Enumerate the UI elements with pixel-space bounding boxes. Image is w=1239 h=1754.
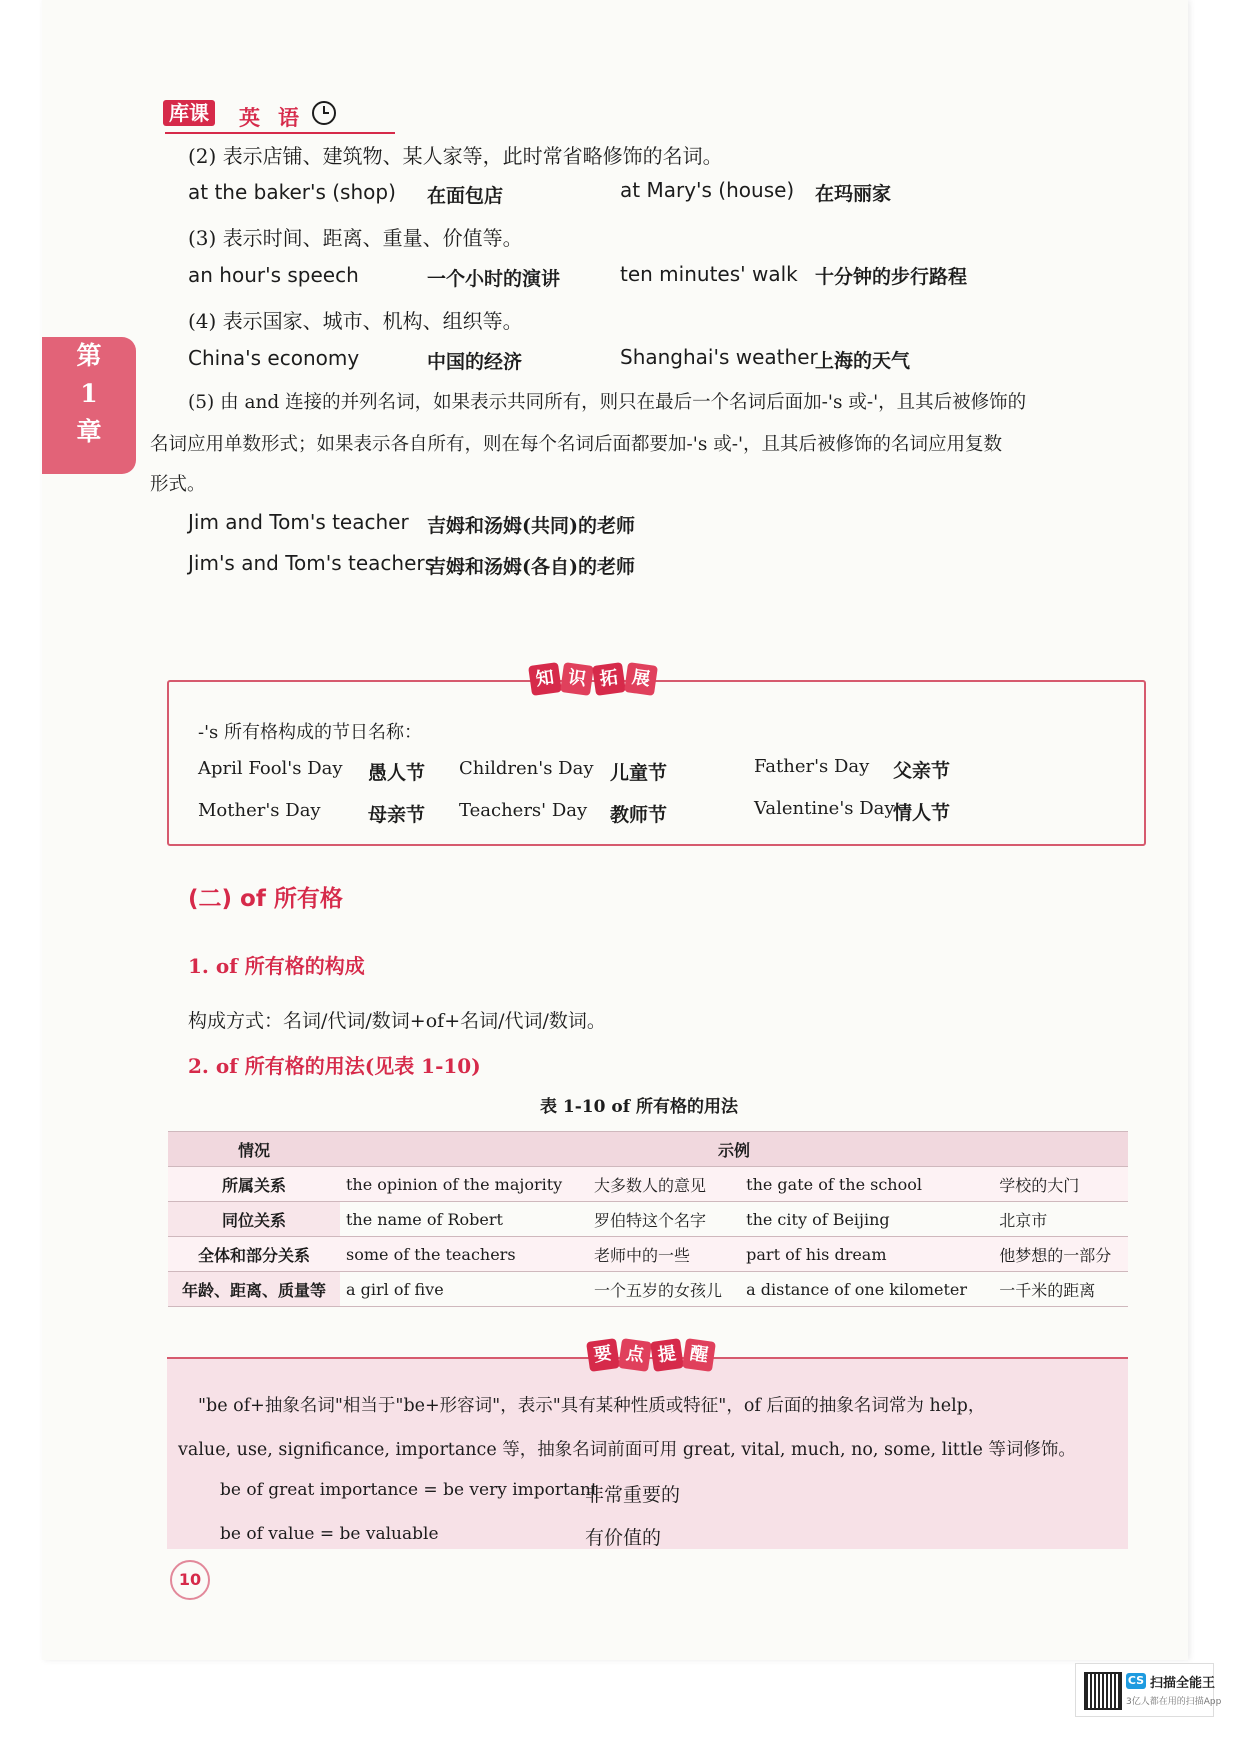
table-cell: 一个五岁的女孩儿 <box>588 1272 740 1307</box>
table-row <box>168 1272 1128 1307</box>
table-cell: 他梦想的一部分 <box>993 1237 1128 1272</box>
table-cell: 大多数人的意见 <box>588 1167 740 1202</box>
holiday-en: Children's Day <box>459 758 594 779</box>
header-rule <box>165 132 395 134</box>
example-en: at the baker's (shop) <box>188 180 396 204</box>
example-cn: 在面包店 <box>427 185 504 207</box>
example-en: Shanghai's weather <box>620 345 818 369</box>
clock-icon <box>309 98 339 128</box>
chapter-label-end: 章 <box>76 417 102 446</box>
tip-example-en: be of great importance = be very important <box>220 1480 598 1500</box>
holiday-cn: 儿童节 <box>610 762 668 784</box>
item-5-line3: 形式。 <box>150 474 206 495</box>
example-en: at Mary's (house) <box>620 178 795 202</box>
badge-char: 拓 <box>592 662 626 696</box>
holiday-cn: 情人节 <box>893 802 951 824</box>
badge-char: 知 <box>528 662 562 696</box>
table-row <box>168 1167 1128 1202</box>
tip-line1: "be of+抽象名词"相当于"be+形容词"，表示"具有某种性质或特征"，of 后面的抽象名词常为 help， <box>198 1396 986 1416</box>
formula-text: 构成方式：名词/代词/数词+of+名词/代词/数词。 <box>188 1010 606 1032</box>
table-header: 示例 <box>340 1132 1128 1167</box>
table-cell: the name of Robert <box>340 1202 588 1237</box>
page-number: 10 <box>170 1560 210 1600</box>
item-5-line2: 名词应用单数形式；如果表示各自所有，则在每个名词后面都要加-'s 或-'，且其后被修饰的名词应用复数 <box>150 434 1003 455</box>
badge-char: 要 <box>586 1338 620 1372</box>
table-cell: the gate of the school <box>740 1167 993 1202</box>
table-row <box>168 1237 1128 1272</box>
table-cell: some of the teachers <box>340 1237 588 1272</box>
tip-example-cn: 非常重要的 <box>585 1484 681 1506</box>
watermark-name: 扫描全能王 <box>1150 1676 1216 1691</box>
holiday-en: Mother's Day <box>198 800 321 821</box>
usage-table <box>168 1131 1128 1307</box>
item-4: (4) 表示国家、城市、机构、组织等。 <box>188 309 523 333</box>
table-cell: 罗伯特这个名字 <box>588 1202 740 1237</box>
holiday-intro: -'s 所有格构成的节日名称： <box>198 722 422 743</box>
holiday-cn: 母亲节 <box>368 804 426 826</box>
table-header-row <box>168 1132 1128 1167</box>
item-3: (3) 表示时间、距离、重量、价值等。 <box>188 226 523 250</box>
qr-code-icon <box>1084 1672 1122 1710</box>
tip-example-cn: 有价值的 <box>585 1527 662 1549</box>
table-cell: the city of Beijing <box>740 1202 993 1237</box>
example-cn: 上海的天气 <box>815 350 911 372</box>
holiday-en: Teachers' Day <box>459 800 588 821</box>
holiday-cn: 愚人节 <box>368 762 426 784</box>
table-cell: a distance of one kilometer <box>740 1272 993 1307</box>
badge-char: 点 <box>618 1338 652 1372</box>
chapter-label: 第 <box>76 341 102 370</box>
holiday-en: Valentine's Day <box>754 798 895 819</box>
chapter-number: 1 <box>80 379 98 408</box>
table-cell: the opinion of the majority <box>340 1167 588 1202</box>
table-cell: 全体和部分关系 <box>168 1237 340 1272</box>
holiday-en: April Fool's Day <box>198 758 343 779</box>
badge-char: 识 <box>560 662 594 696</box>
subsection-heading: 1. of 所有格的构成 <box>188 954 365 978</box>
example-en: Jim's and Tom's teachers <box>188 551 436 575</box>
example-cn: 吉姆和汤姆(各自)的老师 <box>427 556 635 578</box>
scanner-watermark <box>1075 1663 1222 1717</box>
table-row <box>168 1202 1128 1237</box>
holiday-cn: 父亲节 <box>893 760 951 782</box>
watermark-subtitle: 3亿人都在用的扫描App <box>1126 1697 1222 1707</box>
table-header: 情况 <box>168 1132 340 1167</box>
table-cell: 同位关系 <box>168 1202 340 1237</box>
example-cn: 吉姆和汤姆(共同)的老师 <box>427 515 635 537</box>
section-heading: (二) of 所有格 <box>188 886 343 912</box>
example-cn: 一个小时的演讲 <box>427 268 561 290</box>
tip-example-en: be of value = be valuable <box>220 1524 439 1544</box>
table-cell: 一千米的距离 <box>993 1272 1128 1307</box>
table-cell: 年龄、距离、质量等 <box>168 1272 340 1307</box>
example-cn: 在玛丽家 <box>815 183 892 205</box>
table-cell: 北京市 <box>993 1202 1128 1237</box>
table-caption: 表 1-10 of 所有格的用法 <box>540 1097 738 1117</box>
badge-char: 醒 <box>682 1338 716 1372</box>
chapter-tab <box>42 337 136 474</box>
camscanner-logo-icon: CS <box>1127 1674 1145 1687</box>
knowledge-badge <box>530 664 656 694</box>
table-cell: 学校的大门 <box>993 1167 1128 1202</box>
example-en: China's economy <box>188 346 360 370</box>
key-point-badge <box>588 1340 714 1370</box>
table-cell: a girl of five <box>340 1272 588 1307</box>
example-cn: 中国的经济 <box>427 351 523 373</box>
table-cell: 老师中的一些 <box>588 1237 740 1272</box>
example-en: an hour's speech <box>188 263 359 287</box>
item-5-line1: (5) 由 and 连接的并列名词，如果表示共同所有，则只在最后一个名词后面加-'s 或-'，且其后被修饰的 <box>188 392 1027 413</box>
subsection-heading: 2. of 所有格的用法(见表 1-10) <box>188 1054 481 1078</box>
holiday-cn: 教师节 <box>610 804 668 826</box>
example-en: Jim and Tom's teacher <box>188 510 409 534</box>
example-en: ten minutes' walk <box>620 262 798 286</box>
publisher-logo: 库课 <box>163 100 215 126</box>
holiday-en: Father's Day <box>754 756 870 777</box>
table-cell: 所属关系 <box>168 1167 340 1202</box>
item-2: (2) 表示店铺、建筑物、某人家等，此时常省略修饰的名词。 <box>188 144 723 168</box>
tip-line2: value, use, significance, importance 等，抽象名词前面可用 great, vital, much, no, some, little 等词修饰。 <box>178 1440 1076 1460</box>
example-cn: 十分钟的步行路程 <box>815 266 968 288</box>
table-cell: part of his dream <box>740 1237 993 1272</box>
badge-char: 展 <box>624 662 658 696</box>
badge-char: 提 <box>650 1338 684 1372</box>
subject-title: 英语 <box>239 105 317 130</box>
